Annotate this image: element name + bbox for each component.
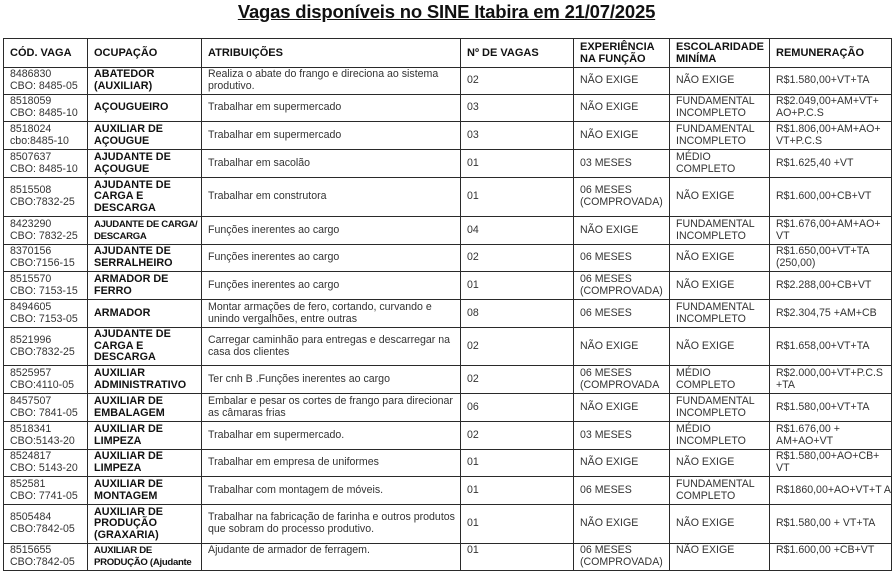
cell-experiencia: NÃO EXIGE — [574, 505, 670, 544]
cell-escolaridade: NÃO EXIGE — [670, 68, 770, 95]
cell-experiencia: 06 MESES — [574, 477, 670, 505]
cell-atribuicoes: Trabalhar em supermercado. — [202, 422, 461, 450]
cell-escolaridade: MÉDIO COMPLETO — [670, 366, 770, 394]
cbo-code: CBO: 7153-15 — [10, 284, 78, 297]
cell-escolaridade: FUNDAMENTAL INCOMPLETO — [670, 300, 770, 328]
cell-vagas: 04 — [461, 217, 574, 245]
cell-vagas: 01 — [461, 544, 574, 571]
cell-remuneracao: R$1.580,00 + VT+TA — [770, 505, 892, 544]
vaga-code: 8486830 — [10, 68, 52, 81]
cell-experiencia: NÃO EXIGE — [574, 68, 670, 95]
cell-codigo — [4, 328, 88, 366]
cell-remuneracao: R$1.600,00+CB+VT — [770, 178, 892, 217]
cell-experiencia: 03 MESES — [574, 422, 670, 450]
cell-remuneracao: R$1.580,00+AO+CB+ VT — [770, 450, 892, 477]
cell-codigo — [4, 122, 88, 150]
table-row — [4, 217, 892, 245]
cell-remuneracao: R$2.049,00+AM+VT+ AO+P.C.S — [770, 95, 892, 122]
cell-atribuicoes: Trabalhar em supermercado — [202, 95, 461, 122]
vaga-code: 8505484 — [10, 511, 52, 524]
cbo-code: CBO: 7832-25 — [10, 229, 78, 242]
cell-codigo — [4, 394, 88, 422]
cell-codigo — [4, 477, 88, 505]
cell-vagas: 01 — [461, 178, 574, 217]
cell-codigo — [4, 422, 88, 450]
table-row — [4, 477, 892, 505]
cell-codigo — [4, 95, 88, 122]
cell-escolaridade: FUNDAMENTAL COMPLETO — [670, 477, 770, 505]
cell-escolaridade: NÃO EXIGE — [670, 544, 770, 571]
cell-escolaridade: FUNDAMENTAL INCOMPLETO — [670, 122, 770, 150]
header-remuneracao: REMUNERAÇÃO — [770, 39, 892, 68]
table-row — [4, 300, 892, 328]
cell-vagas: 02 — [461, 328, 574, 366]
cell-codigo — [4, 272, 88, 300]
vaga-code: 8515570 — [10, 272, 52, 285]
cell-remuneracao: R$1860,00+AO+VT+T A — [770, 477, 892, 505]
table-row — [4, 245, 892, 272]
cell-ocupacao: AUXILIAR DE EMBALAGEM — [88, 394, 202, 422]
cell-vagas: 03 — [461, 122, 574, 150]
cell-experiencia: NÃO EXIGE — [574, 217, 670, 245]
cell-ocupacao: ARMADOR DE FERRO — [88, 272, 202, 300]
cell-vagas: 02 — [461, 366, 574, 394]
cell-remuneracao: R$1.600,00 +CB+VT — [770, 544, 892, 571]
cell-remuneracao: R$1.625,40 +VT — [770, 150, 892, 178]
vaga-code: 8515655 — [10, 544, 52, 556]
table-row — [4, 150, 892, 178]
cbo-code: CBO: 7153-05 — [10, 312, 78, 325]
cbo-code: cbo:8485-10 — [10, 134, 69, 147]
cell-experiencia: NÃO EXIGE — [574, 122, 670, 150]
header-experiencia: EXPERIÊNCIA NA FUNÇÃO — [574, 39, 670, 68]
cell-ocupacao: AÇOUGUEIRO — [88, 95, 202, 122]
table-row — [4, 328, 892, 366]
cell-atribuicoes: Embalar e pesar os cortes de frango para direcionar as câmaras frias — [202, 394, 461, 422]
cbo-code: CBO:5143-20 — [10, 434, 75, 447]
cbo-code: CBO: 7841-05 — [10, 406, 78, 419]
cell-codigo — [4, 68, 88, 95]
cell-atribuicoes: Realiza o abate do frango e direciona ao sistema produtivo. — [202, 68, 461, 95]
cell-vagas: 01 — [461, 505, 574, 544]
vaga-code: 852581 — [10, 477, 46, 490]
cell-remuneracao: R$1.650,00+VT+TA (250,00) — [770, 245, 892, 272]
vaga-code: 8515508 — [10, 184, 52, 197]
cell-ocupacao: ARMADOR — [88, 300, 202, 328]
page-title: Vagas disponíveis no SINE Itabira em 21/07/2025 — [237, 1, 656, 22]
job-vacancies-table — [3, 38, 892, 571]
cbo-code: CBO:7842-05 — [10, 555, 75, 568]
cell-ocupacao: AJUDANTE DE CARGA E DESCARGA — [88, 328, 202, 366]
vaga-code: 8521996 — [10, 333, 52, 346]
cell-ocupacao: AUXILIAR DE LIMPEZA — [88, 450, 202, 477]
vaga-code: 8457507 — [10, 394, 52, 407]
cell-atribuicoes: Trabalhar em supermercado — [202, 122, 461, 150]
cell-atribuicoes: Ajudante de armador de ferragem. — [202, 544, 461, 571]
table-row — [4, 394, 892, 422]
cell-experiencia: 06 MESES — [574, 300, 670, 328]
header-codigo: CÓD. VAGA — [4, 39, 88, 68]
cell-codigo — [4, 544, 88, 571]
header-atribuicoes: ATRIBUIÇÕES — [202, 39, 461, 68]
cbo-code: CBO:7832-25 — [10, 196, 75, 208]
table-row — [4, 122, 892, 150]
cell-vagas: 06 — [461, 394, 574, 422]
cell-remuneracao: R$1.806,00+AM+AO+ VT+P.C.S — [770, 122, 892, 150]
cell-remuneracao: R$1.658,00+VT+TA — [770, 328, 892, 366]
table-row — [4, 272, 892, 300]
header-escolaridade: ESCOLARIDADE MINÍMA — [670, 39, 770, 68]
cell-experiencia: NÃO EXIGE — [574, 328, 670, 366]
cbo-code: CBO: 8485-10 — [10, 107, 78, 119]
cell-vagas: 01 — [461, 272, 574, 300]
cbo-code: CBO:4110-05 — [10, 378, 74, 391]
cbo-code: CBO: 7741-05 — [10, 489, 78, 502]
cell-escolaridade: MÉDIO INCOMPLETO — [670, 422, 770, 450]
cell-ocupacao: AJUDANTE DE CARGA E DESCARGA — [88, 178, 202, 217]
vaga-code: 8518341 — [10, 422, 52, 435]
cell-atribuicoes: Montar armações de fero, cortando, curvando e unindo vergalhões, entre outras — [202, 300, 461, 328]
cell-atribuicoes: Funções inerentes ao cargo — [202, 217, 461, 245]
cell-escolaridade: NÃO EXIGE — [670, 272, 770, 300]
cell-remuneracao: R$1.676,00 + AM+AO+VT — [770, 422, 892, 450]
cbo-code: CBO: 5143-20 — [10, 462, 78, 474]
cell-vagas: 03 — [461, 95, 574, 122]
cell-atribuicoes: Funções inerentes ao cargo — [202, 272, 461, 300]
header-vagas: Nº DE VAGAS — [461, 39, 574, 68]
cbo-code: CBO:7842-05 — [10, 523, 75, 535]
cbo-code: CBO:7832-25 — [10, 345, 75, 358]
table-row — [4, 95, 892, 122]
cell-escolaridade: NÃO EXIGE — [670, 245, 770, 272]
cell-escolaridade: MÉDIO COMPLETO — [670, 150, 770, 178]
cell-ocupacao: AUXILIAR DE AÇOUGUE — [88, 122, 202, 150]
table-row — [4, 505, 892, 544]
cell-experiencia: 03 MESES — [574, 150, 670, 178]
cell-ocupacao: AJUDANTE DE CARGA/ DESCARGA — [88, 217, 202, 245]
cell-escolaridade: NÃO EXIGE — [670, 450, 770, 477]
cell-vagas: 02 — [461, 422, 574, 450]
cell-escolaridade: NÃO EXIGE — [670, 178, 770, 217]
cell-vagas: 02 — [461, 245, 574, 272]
table-row — [4, 68, 892, 95]
cell-codigo — [4, 450, 88, 477]
cell-remuneracao: R$2.304,75 +AM+CB — [770, 300, 892, 328]
cell-ocupacao: ABATEDOR (AUXILIAR) — [88, 68, 202, 95]
cbo-code: CBO: 8485-05 — [10, 80, 78, 92]
cell-vagas: 01 — [461, 477, 574, 505]
cell-codigo — [4, 245, 88, 272]
cell-atribuicoes: Trabalhar com montagem de móveis. — [202, 477, 461, 505]
cell-atribuicoes: Ter cnh B .Funções inerentes ao cargo — [202, 366, 461, 394]
cell-ocupacao: AJUDANTE DE SERRALHEIRO — [88, 245, 202, 272]
cell-experiencia: 06 MESES (COMPROVADA — [574, 366, 670, 394]
cbo-code: CBO:7156-15 — [10, 257, 75, 269]
cell-ocupacao: AUXILIAR DE PRODUÇÃO (Ajudante — [88, 544, 202, 571]
vaga-code: 8518024 — [10, 122, 52, 135]
cell-codigo — [4, 366, 88, 394]
vaga-code: 8370156 — [10, 245, 52, 258]
cell-codigo — [4, 505, 88, 544]
table-row — [4, 544, 892, 571]
table-row — [4, 178, 892, 217]
header-ocupacao: OCUPAÇÃO — [88, 39, 202, 68]
cell-ocupacao: AJUDANTE DE AÇOUGUE — [88, 150, 202, 178]
vaga-code: 8518059 — [10, 95, 52, 108]
cell-atribuicoes: Trabalhar em construtora — [202, 178, 461, 217]
cell-ocupacao: AUXILIAR ADMINISTRATIVO — [88, 366, 202, 394]
cell-escolaridade: FUNDAMENTAL INCOMPLETO — [670, 394, 770, 422]
cell-remuneracao: R$2.000,00+VT+P.C.S +TA — [770, 366, 892, 394]
cell-escolaridade: FUNDAMENTAL INCOMPLETO — [670, 95, 770, 122]
cell-escolaridade: FUNDAMENTAL INCOMPLETO — [670, 217, 770, 245]
cell-remuneracao: R$2.288,00+CB+VT — [770, 272, 892, 300]
cell-atribuicoes: Trabalhar em sacolão — [202, 150, 461, 178]
cell-atribuicoes: Trabalhar na fabricação de farinha e outros produtos que sobram do processo produtivo. — [202, 505, 461, 544]
cell-vagas: 01 — [461, 150, 574, 178]
table-row — [4, 422, 892, 450]
cell-remuneracao: R$1.580,00+VT+TA — [770, 394, 892, 422]
cell-atribuicoes: Carregar caminhão para entregas e descarregar na casa dos clientes — [202, 328, 461, 366]
cell-experiencia: NÃO EXIGE — [574, 95, 670, 122]
table-row — [4, 450, 892, 477]
cell-escolaridade: NÃO EXIGE — [670, 328, 770, 366]
vaga-code: 8494605 — [10, 300, 52, 313]
cell-codigo — [4, 217, 88, 245]
cbo-code: CBO: 8485-10 — [10, 162, 78, 175]
cell-escolaridade: NÃO EXIGE — [670, 505, 770, 544]
cell-experiencia: NÃO EXIGE — [574, 394, 670, 422]
cell-ocupacao: AUXILIAR DE MONTAGEM — [88, 477, 202, 505]
cell-vagas: 08 — [461, 300, 574, 328]
cell-vagas: 02 — [461, 68, 574, 95]
cell-codigo — [4, 178, 88, 217]
cell-experiencia: 06 MESES — [574, 245, 670, 272]
cell-remuneracao: R$1.580,00+VT+TA — [770, 68, 892, 95]
cell-atribuicoes: Funções inerentes ao cargo — [202, 245, 461, 272]
table-body — [4, 68, 892, 571]
cell-codigo — [4, 300, 88, 328]
cell-codigo — [4, 150, 88, 178]
cell-ocupacao: AUXILIAR DE PRODUÇÃO (GRAXARIA) — [88, 505, 202, 544]
cell-atribuicoes: Trabalhar em empresa de uniformes — [202, 450, 461, 477]
cell-experiencia: NÃO EXIGE — [574, 450, 670, 477]
table-header-row — [4, 39, 892, 68]
cell-experiencia: 06 MESES (COMPROVADA) — [574, 272, 670, 300]
cell-remuneracao: R$1.676,00+AM+AO+ VT — [770, 217, 892, 245]
vaga-code: 8423290 — [10, 217, 52, 230]
cell-vagas: 01 — [461, 450, 574, 477]
vaga-code: 8524817 — [10, 450, 52, 463]
cell-experiencia: 06 MESES (COMPROVADA) — [574, 178, 670, 217]
vaga-code: 8525957 — [10, 366, 52, 379]
cell-experiencia: 06 MESES (COMPROVADA) — [574, 544, 670, 571]
vaga-code: 8507637 — [10, 150, 52, 163]
cell-ocupacao: AUXILIAR DE LIMPEZA — [88, 422, 202, 450]
table-row — [4, 366, 892, 394]
